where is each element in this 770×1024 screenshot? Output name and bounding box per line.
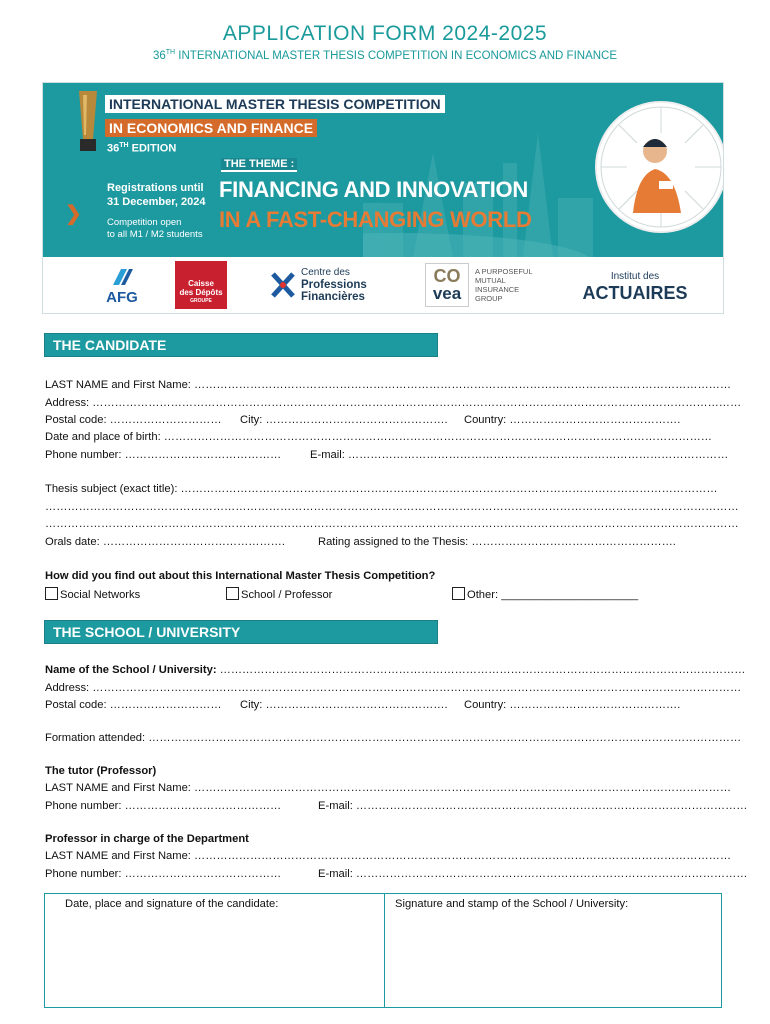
department-professor-heading: Professor in charge of the Department <box>45 833 249 845</box>
tutor-email-field[interactable]: E-mail: …………………………………………………………………………………………… <box>318 800 748 812</box>
centre-professions-financieres-logo: Centre des Professions Financières <box>269 257 389 313</box>
candidate-address-field[interactable]: Address: ………………………………………………………………………………………………………………………………………………………… <box>45 397 742 409</box>
covea-logo: CO vea <box>425 263 469 307</box>
checkbox-school-professor[interactable] <box>226 587 239 600</box>
professor-email-field[interactable]: E-mail: …………………………………………………………………………………………… <box>318 868 748 880</box>
thesis-subject-line3[interactable]: …………………………………………………………………………………………………………………………………………………………………… <box>45 518 739 530</box>
thesis-subject-line2[interactable]: …………………………………………………………………………………………………………………………………………………………………… <box>45 501 739 513</box>
candidate-postal-field[interactable]: Postal code: ………………………… <box>45 414 222 426</box>
covea-tagline: A PURPOSEFUL MUTUAL INSURANCE GROUP <box>475 267 533 303</box>
banner-edition: 36TH EDITION <box>107 142 177 155</box>
candidate-city-field[interactable]: City: …………………………………………. <box>240 414 448 426</box>
school-section-heading: THE SCHOOL / UNIVERSITY <box>44 620 438 644</box>
candidate-section-heading: THE CANDIDATE <box>44 333 438 357</box>
school-country-field[interactable]: Country: ………………………………………. <box>464 699 681 711</box>
option-school-professor[interactable]: School / Professor <box>226 587 332 602</box>
candidate-signature-area[interactable]: Date, place and signature of the candidate: <box>65 898 279 910</box>
afg-symbol-icon <box>109 265 135 289</box>
thesis-subject-field[interactable]: Thesis subject (exact title): ……………………………………………………………………………………………………………………………… <box>45 483 718 495</box>
candidate-email-field[interactable]: E-mail: ………………………………………………………………………………………… <box>310 449 729 461</box>
banner-eligibility: Competition open to all M1 / M2 students <box>107 217 203 240</box>
school-postal-field[interactable]: Postal code: ………………………… <box>45 699 222 711</box>
caisse-des-depots-logo: Caisse des Dépôts GROUPE <box>175 261 227 309</box>
banner-theme-line1: FINANCING AND INNOVATION <box>219 177 528 202</box>
checkbox-other[interactable] <box>452 587 465 600</box>
signature-divider <box>384 894 385 1007</box>
thinking-person-illustration <box>595 101 723 233</box>
school-city-field[interactable]: City: …………………………………………. <box>240 699 448 711</box>
form-title: APPLICATION FORM 2024-2025 <box>222 22 548 45</box>
option-social-networks[interactable]: Social Networks <box>45 587 140 602</box>
cross-arrows-icon <box>269 270 297 300</box>
banner-theme-label: THE THEME : <box>221 158 297 172</box>
trophy-icon <box>75 91 101 153</box>
thesis-rating-field[interactable]: Rating assigned to the Thesis: ………………………………………………. <box>318 536 676 548</box>
formation-field[interactable]: Formation attended: …………………………………………………………………………………………………………………………………………… <box>45 732 742 744</box>
option-other[interactable]: Other: ______________________ <box>452 587 638 602</box>
tutor-name-field[interactable]: LAST NAME and First Name: ……………………………………………………………………………………………………………………………… <box>45 782 732 794</box>
professor-name-field[interactable]: LAST NAME and First Name: ……………………………………………………………………………………………………………………………… <box>45 850 732 862</box>
professor-phone-field[interactable]: Phone number: …………………………………… <box>45 868 282 880</box>
banner-registration: Registrations until 31 December, 2024 <box>107 182 206 208</box>
candidate-phone-field[interactable]: Phone number: …………………………………… <box>45 449 282 461</box>
competition-banner <box>42 82 724 314</box>
candidate-country-field[interactable]: Country: ………………………………………. <box>464 414 681 426</box>
school-address-field[interactable]: Address: ………………………………………………………………………………………………………………………………………………………… <box>45 682 742 694</box>
candidate-name-field[interactable]: LAST NAME and First Name: ……………………………………………………………………………………………………………………………… <box>45 379 732 391</box>
tutor-phone-field[interactable]: Phone number: …………………………………… <box>45 800 282 812</box>
partner-logos <box>43 257 723 313</box>
institut-des-actuaires-logo: Institut des ACTUAIRES <box>582 271 688 303</box>
banner-competition-line1: INTERNATIONAL MASTER THESIS COMPETITION <box>105 95 445 113</box>
checkbox-social-networks[interactable] <box>45 587 58 600</box>
signature-box <box>44 893 722 1008</box>
afg-logo: AFG <box>87 257 157 313</box>
school-name-field[interactable]: Name of the School / University: …………………………………………………………………………………………………………………………… <box>45 664 746 676</box>
discovery-question: How did you find out about this International Master Thesis Competition? <box>45 570 436 582</box>
tutor-heading: The tutor (Professor) <box>45 765 157 777</box>
orals-date-field[interactable]: Orals date: …………………………………………. <box>45 536 285 548</box>
candidate-birth-field[interactable]: Date and place of birth: ………………………………………………………………………………………………………………………………… <box>45 431 712 443</box>
banner-artwork <box>43 83 723 257</box>
school-signature-area[interactable]: Signature and stamp of the School / University: <box>395 898 629 910</box>
banner-competition-line2: IN ECONOMICS AND FINANCE <box>105 119 317 137</box>
banner-theme-line2: IN A FAST-CHANGING WORLD <box>219 207 532 232</box>
chevron-right-icon: ❯ <box>65 203 82 225</box>
form-subtitle: 36TH INTERNATIONAL MASTER THESIS COMPETITION IN ECONOMICS AND FINANCE <box>152 49 618 62</box>
